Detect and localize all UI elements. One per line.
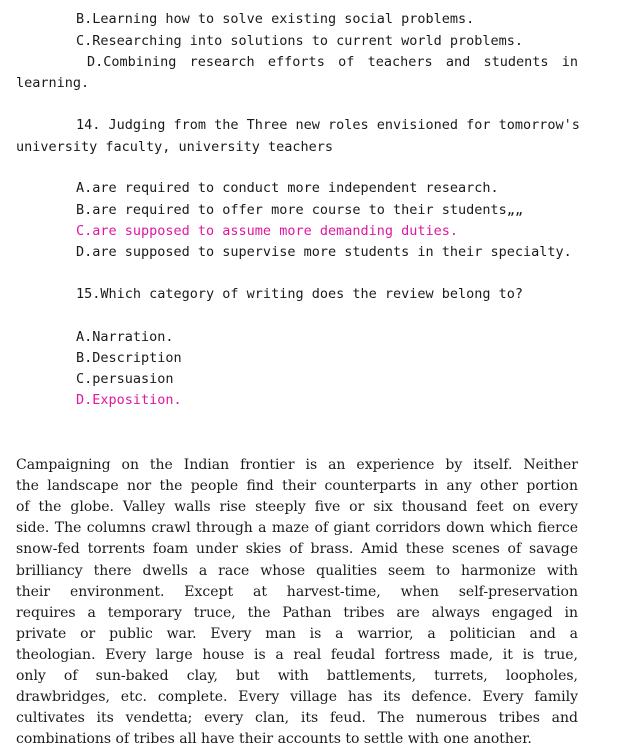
q15-stem: 15.Which category of writing does the review belong to?	[76, 286, 524, 302]
passage-line: private or public war. Every man is a warrior, a politician and a	[16, 626, 578, 642]
q14-stem-line2: university faculty, university teachers	[16, 139, 333, 155]
passage-line: Campaigning on the Indian frontier is an experience by itself. Neither	[16, 457, 578, 473]
passage-line: combinations of tribes all have their accounts to settle with one another.	[16, 731, 532, 747]
passage-line: the landscape nor the people find their counterparts in any other portion	[16, 478, 578, 494]
passage-line: theologian. Every large house is a real feudal fortress made, it is true,	[16, 647, 578, 663]
passage-line: brilliancy there dwells a race whose qualities seem to harmonize with	[16, 563, 578, 579]
q14-stem-line1: 14. Judging from the Three new roles envisioned for tomorrow's	[76, 117, 580, 133]
passage-line: side. The columns crawl through a maze of giant corridors down which fierce	[16, 520, 578, 536]
q15-option-b: B.Description	[76, 350, 182, 366]
q13-option-b: B.Learning how to solve existing social problems.	[76, 11, 475, 27]
q13-option-d-line2: learning.	[16, 75, 90, 91]
passage-line: their environment. Except at harvest-time, when self-preservation	[16, 584, 578, 600]
passage-line: snow-fed torrents foam under skies of brass. Amid these scenes of savage	[16, 541, 578, 557]
passage-line: cultivates its vendetta; every clan, its feud. The numerous tribes and	[16, 710, 578, 726]
q14-option-d: D.are supposed to supervise more students in their specialty.	[76, 244, 572, 260]
passage-line: requires a temporary truce, the Pathan tribes are always engaged in	[16, 605, 578, 621]
passage-line: only of sun-baked clay, but with battlements, turrets, loopholes,	[16, 668, 578, 684]
q15-option-d-answer: D.Exposition.	[76, 392, 182, 408]
passage-line: of the globe. Valley walls rise steeply five or six thousand feet on every	[16, 499, 578, 515]
q13-option-d-line1: D.Combining research efforts of teachers and students in	[87, 54, 578, 70]
q13-option-c: C.Researching into solutions to current world problems.	[76, 33, 524, 49]
q15-option-a: A.Narration.	[76, 329, 174, 345]
q14-option-b: B.are required to offer more course to their students„„	[76, 202, 524, 218]
passage-line: drawbridges, etc. complete. Every village has its defence. Every family	[16, 689, 578, 705]
q14-option-c-answer: C.are supposed to assume more demanding duties.	[76, 223, 459, 239]
q15-option-c: C.persuasion	[76, 371, 174, 387]
q14-option-a: A.are required to conduct more independent research.	[76, 180, 499, 196]
